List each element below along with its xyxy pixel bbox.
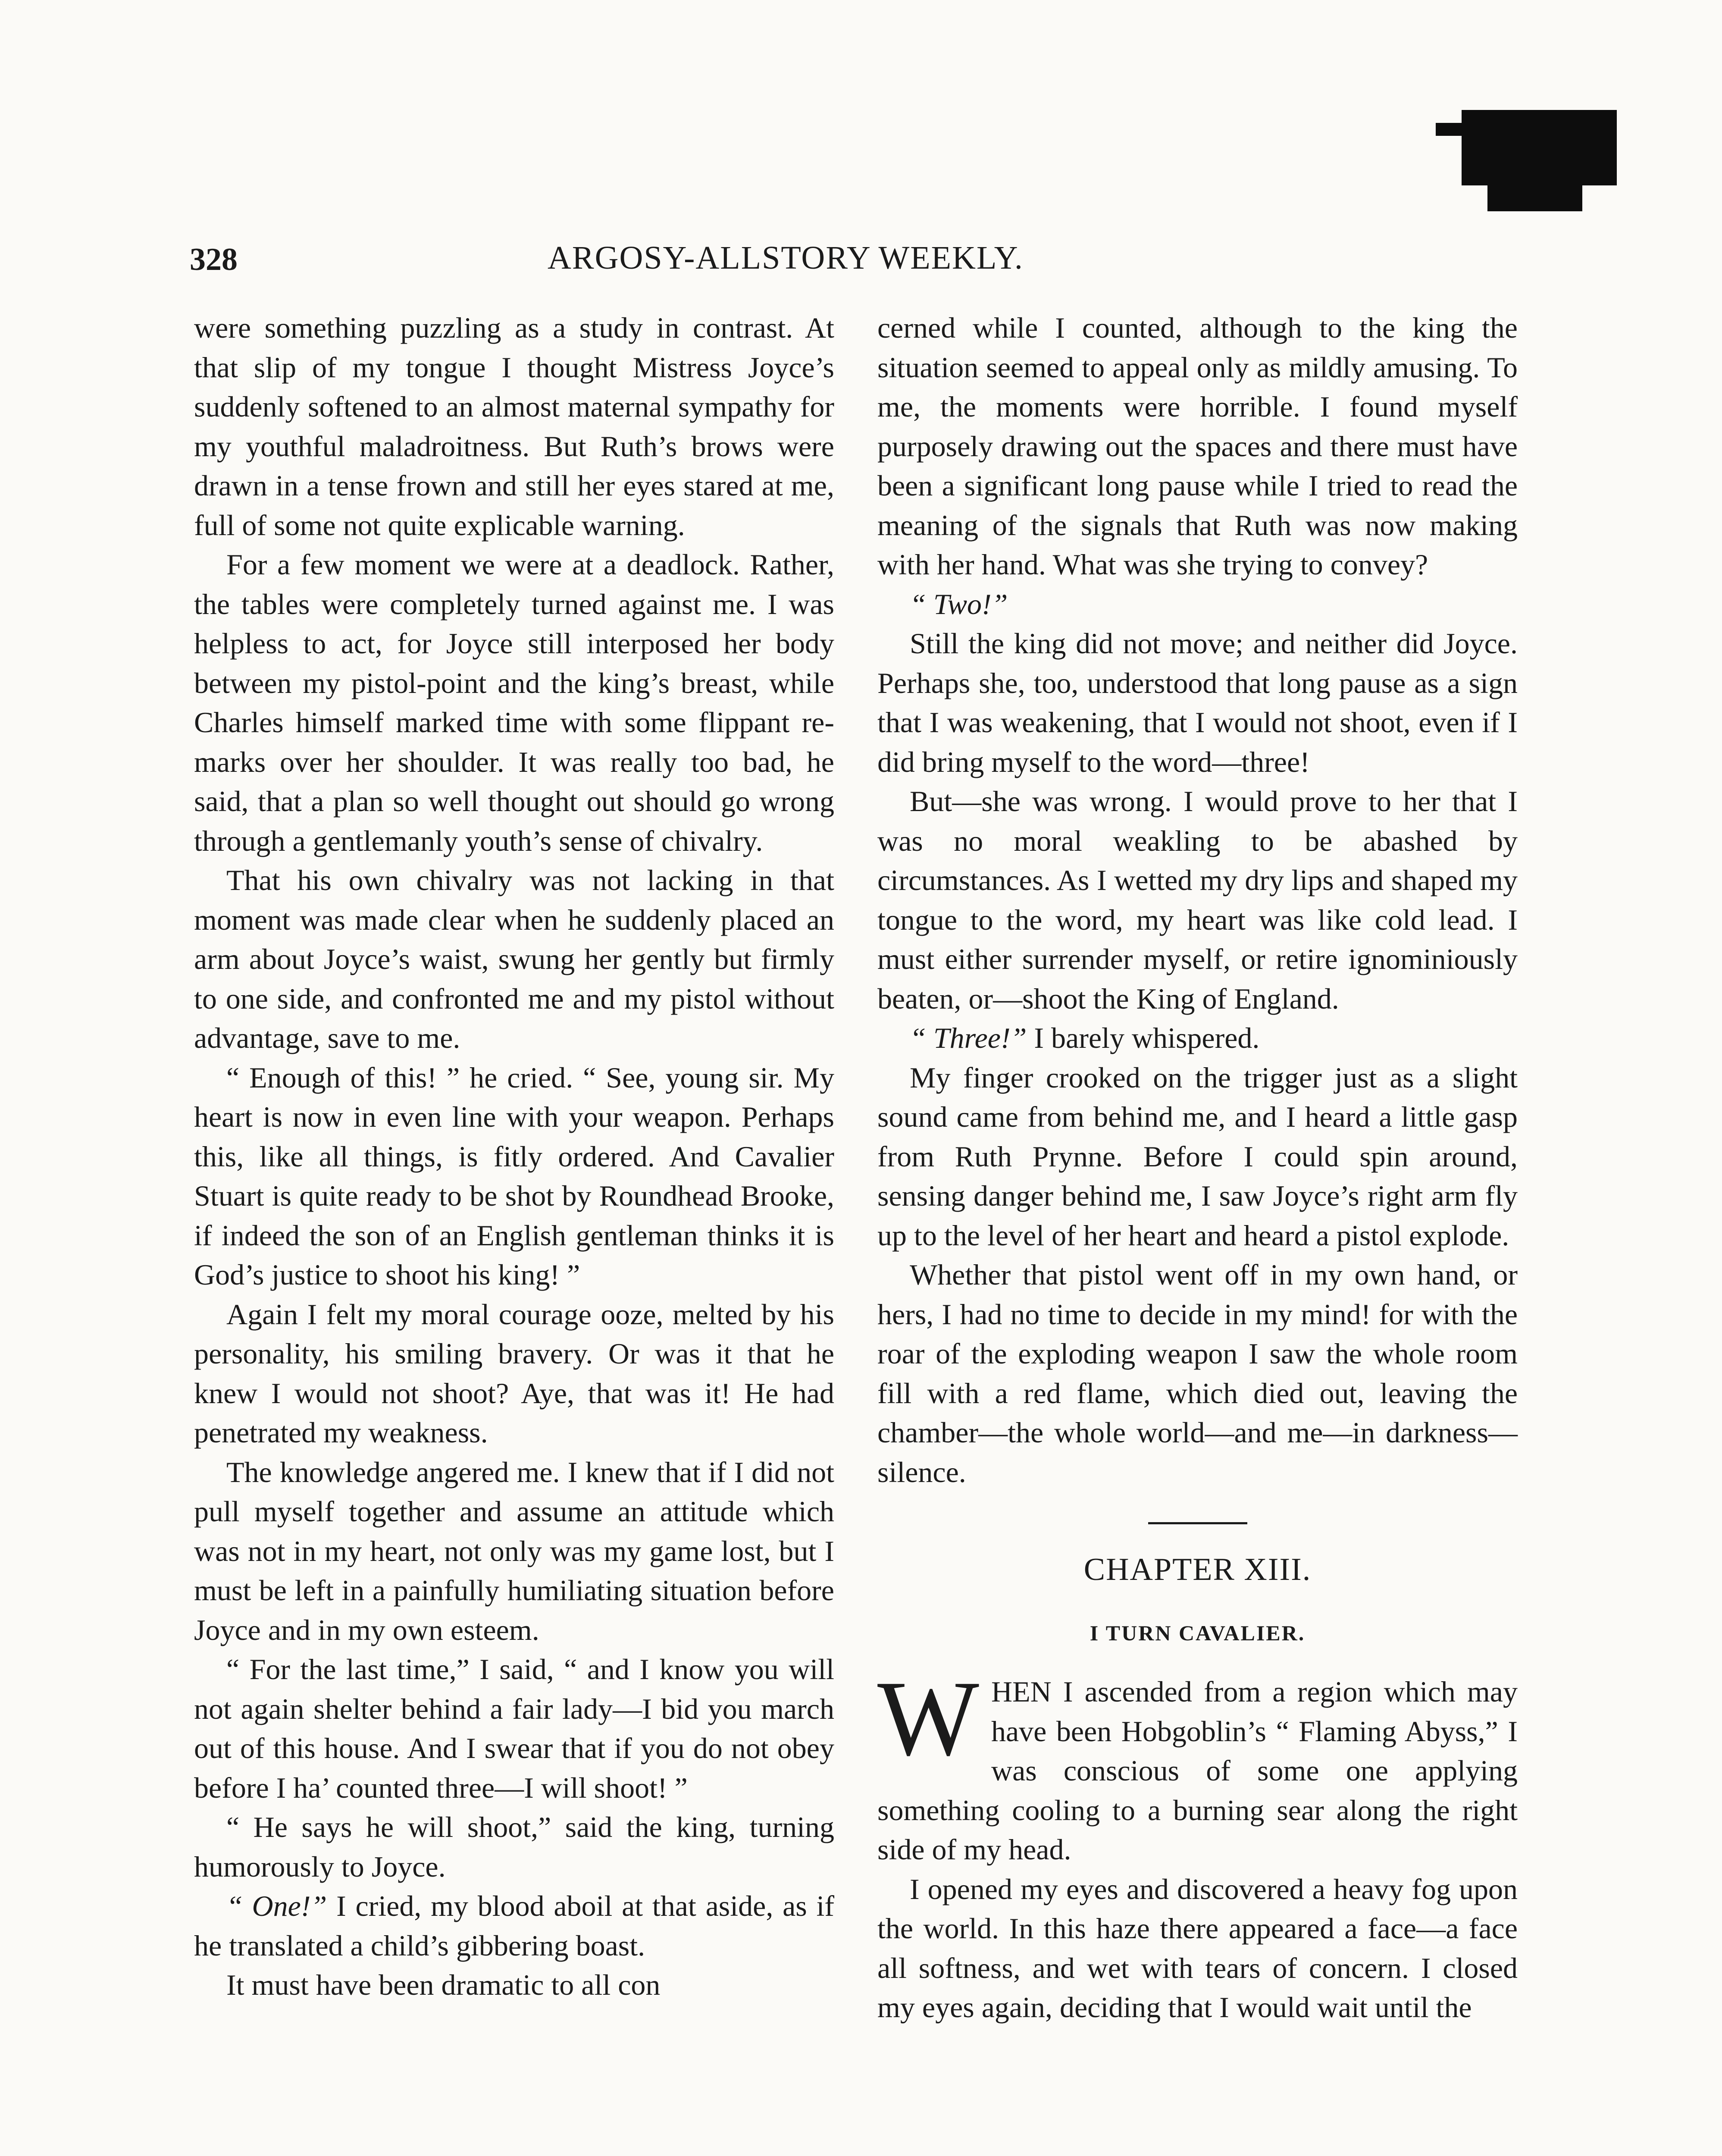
paragraph: The knowledge angered me. I knew that if I did not pull myself together and assume an attitude which was not in my heart, not only was my game lost, but I must be left in a painfully humiliating situation before Joyce and in my own esteem. xyxy=(194,1455,834,1646)
count-three: “ Three!” xyxy=(910,1022,1027,1054)
right-column xyxy=(877,308,1518,2028)
paragraph: “ He says he will shoot,” said the king, turning humorously to Joyce. xyxy=(194,1811,834,1883)
paragraph: But—she was wrong. I would prove to her that I was no moral weakling to be abashed by circumstances. As I wetted my dry lips and shaped my tongue to the word, my heart was like cold lead. I must either surrender myself, or retire ignominiously beaten, or—shoot the King of England. xyxy=(877,785,1518,1015)
paragraph: For a few moment we were at a deadlock. Rather, the tables were completely turned against me. I was helpless to act, for Joyce still interposed her body between my pistol-point and the king’s breast, while Charles himself marked time with some flippant remarks over her shoulder. It was really too bad, he said, that a plan so well thought out should go wrong through a gentlemanly youth’s sense of chivalry. xyxy=(194,548,834,857)
paragraph: “ Enough of this! ” he cried. “ See, young sir. My heart is now in even line with your weapon. Perhaps this, like all things, is fitly ordered. And Cavalier Stuart is quite ready to be shot by Roundhead Brooke, if indeed the son of an English gentleman thinks it is God’s justice to shoot his king! ” xyxy=(194,1061,834,1291)
paragraph: I opened my eyes and discovered a heavy fog upon the world. In this haze there appeared a face—a face all softness, and wet with tears of concern. I closed my eyes again, deciding that I would wait until the xyxy=(877,1872,1518,2024)
paragraph xyxy=(877,1659,1518,1870)
scan-blot xyxy=(1462,110,1617,185)
section-divider xyxy=(1148,1522,1247,1524)
paragraph xyxy=(877,1018,1518,1058)
paragraph: My finger crooked on the trigger just as a slight sound came from behind me, and I heard a little gasp from Ruth Prynne. Before I could spin around, sensing danger behind me, I saw Joyce’s right arm fly up to the level of her heart and heard a pistol explode. xyxy=(877,1061,1518,1252)
chapter-subtitle: I TURN CAVALIER. xyxy=(1090,1620,1306,1645)
paragraph-text: I barely whispered. xyxy=(1027,1022,1260,1054)
page-number: 328 xyxy=(190,242,238,277)
paragraph-text: I cried, my blood aboil at that aside, as if he translated a child’s gibbering boast. xyxy=(194,1890,834,1962)
count-one: “ One!” xyxy=(226,1890,327,1922)
drop-cap: W xyxy=(877,1659,979,1778)
running-head: ARGOSY-ALLSTORY WEEKLY. xyxy=(548,240,1024,276)
paragraph: cerned while I counted, although to the king the situation seemed to appeal only as mildly amusing. To me, the moments were horrible. I found myself purposely drawing out the spaces and there must have been a significant long pause while I tried to read the meaning of the signals that Ruth was now making with her hand. What was she trying to convey? xyxy=(877,311,1518,581)
paragraph: Whether that pistol went off in my own hand, or hers, I had no time to decide in my mind! for with the roar of the exploding weapon I saw the whole room fill with a red flame, which died out, leaving the chamber—the whole world—and me—in darkness—silence. xyxy=(877,1258,1518,1489)
left-column xyxy=(194,308,834,2005)
chapter-title: CHAPTER XIII. xyxy=(1083,1552,1312,1587)
paragraph xyxy=(194,1887,834,1965)
paragraph: were something puzzling as a study in contrast. At that slip of my tongue I thought Mistress Joyce’s suddenly softened to an almost maternal sympathy for my youthful maladroitness. But Ruth’s brows were drawn in a tense frown and still her eyes stared at me, full of some not quite explicable warning. xyxy=(194,311,834,542)
paragraph: That his own chivalry was not lacking in that moment was made clear when he suddenly placed an arm about Joyce’s waist, swung her gently but firmly to one side, and confronted me and my pistol without advantage, save to me. xyxy=(194,864,834,1054)
paragraph: Again I felt my moral courage ooze, melted by his personality, his smiling bravery. Or was it that he knew I would not shoot? Aye, that was it! He had penetrated my weakness. xyxy=(194,1297,834,1449)
paragraph: Still the king did not move; and neither did Joyce. Perhaps she, too, understood that long pause as a sign that I was weakening, that I would not shoot, even if I did bring myself to the word—three! xyxy=(877,627,1518,778)
count-two: “ Two!” xyxy=(910,587,1008,620)
paragraph: It must have been dramatic to all con xyxy=(226,1968,661,2001)
paragraph: “ For the last time,” I said, “ and I know you will not again shelter behind a fair lady—I bid you march out of this house. And I swear that if you do not obey before I ha’ counted three—I will shoot! ” xyxy=(194,1653,834,1804)
paragraph-text: HEN I ascended from a region which may have been Hobgoblin’s “ Flaming Abyss,” I was conscious of some one applying something cooling to a burning sear along the right side of my head. xyxy=(877,1675,1518,1866)
